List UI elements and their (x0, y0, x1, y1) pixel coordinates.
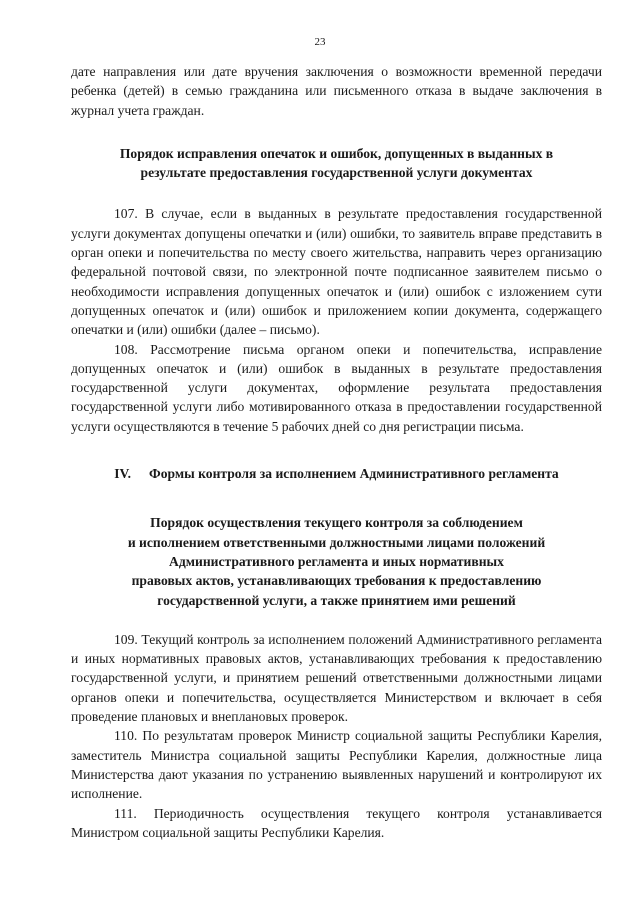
heading-line: результате предоставления государственной услуги документах (140, 165, 533, 181)
heading-corrections (71, 144, 602, 183)
intro-paragraph: дате направления или дате вручения заключения о возможности временной передачи ребенка (детей) в семью гражданина или письменного отказа в выдаче заключения в журнал учета граждан. (71, 64, 602, 118)
heading-line: и исполнением ответственными должностными лицами положений (127, 534, 546, 550)
section-title (71, 464, 602, 483)
paragraph-108: 108. Рассмотрение письма органом опеки и попечительства, исправление допущенных опечаток и (или) ошибок в выданных в результате предоставления государственной услуги документах, оформление результата предоставления государственной услуги либо мотивированного отказа в предоставлении государственной услуги осуществляются в течение 5 рабочих дней со дня регистрации письма. (71, 341, 602, 434)
paragraph-111: 111. Периодичность осуществления текущего контроля устанавливается Министром социальной защиты Республики Карелия. (71, 805, 602, 840)
page-number: 23 (314, 36, 326, 48)
heading-control (71, 513, 602, 609)
heading-line: государственной услуги, а также принятием ими решений (157, 592, 516, 608)
paragraph-109: 109. Текущий контроль за исполнением положений Административного регламента и иных нормативных правовых актов, устанавливающих требования к предоставлению государственной услуги, и принятием решений ответственными должностными лицами органов опеки и попечительства, осуществляется Министерством и включает в себя проведение плановых и внеплановых проверок. (71, 631, 602, 725)
section-title-text: Формы контроля за исполнением Административного регламента (149, 466, 559, 482)
paragraph-110: 110. По результатам проверок Министр социальной защиты Республики Карелия, заместитель Министра социальной защиты Республики Карелия, должностные лица Министерства дают указания по устранению выявленных нарушений и контролируют их исполнение. (71, 728, 602, 802)
section-number: IV. (114, 466, 132, 482)
paragraph-107: 107. В случае, если в выданных в результате предоставления государственной услуги документах допущены опечатки и (или) ошибки, то заявитель вправе представить в орган опеки и попечительства по месту своего жительства, направить через организацию федеральной почтовой связи, по электронной почте подписанное заявителем письмо о необходимости исправления допущенных опечаток и (или) ошибок с изложением сути допущенных опечаток и (или) ошибок и приложением копии документа, содержащего опечатки и (или) ошибки (далее – письмо). (71, 206, 602, 338)
heading-line: Порядок осуществления текущего контроля за соблюдением (150, 515, 523, 531)
heading-line: Административного регламента и иных нормативных (169, 553, 504, 569)
heading-line: Порядок исправления опечаток и ошибок, допущенных в выданных в (119, 145, 554, 161)
heading-line: правовых актов, устанавливающих требования к предоставлению (131, 573, 542, 589)
document-body (71, 62, 602, 842)
